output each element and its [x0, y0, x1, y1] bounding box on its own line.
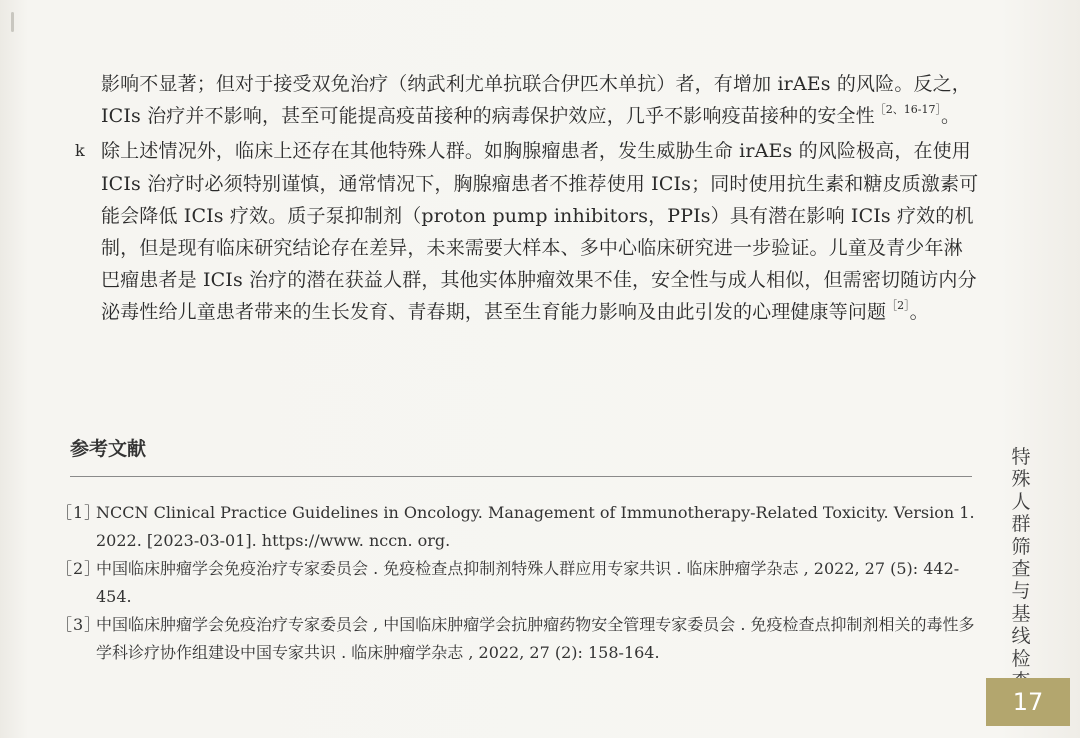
paragraph-1-text: 影响不显著；但对于接受双免治疗（纳武利尤单抗联合伊匹木单抗）者，有增加 irAEs 的风险。反之，ICIs 治疗并不影响，甚至可能提高疫苗接种的病毒保护效应，几乎不影响疫苗接种的安全性 [101, 73, 971, 128]
paragraph-1 [101, 68, 981, 135]
body-text [75, 68, 981, 332]
reference-item [56, 555, 976, 611]
reference-item [56, 611, 976, 667]
chapter-side-title: 特殊人群筛查与基线检 [1011, 446, 1031, 670]
reference-item [56, 499, 976, 555]
reference-text: NCCN Clinical Practice Guidelines in Oncology. Management of Immunotherapy-Related Toxicity. Version 1. 2022. [2023-03-01]. https://www. nccn. org. [96, 503, 975, 550]
page-number: 17 [1012, 688, 1044, 716]
paragraph-2-text: 除上述情况外，临床上还存在其他特殊人群。如胸腺瘤患者，发生威胁生命 irAEs 的风险极高，在使用 ICIs 治疗时必须特别谨慎，通常情况下，胸腺瘤患者不推荐使用 ICIs；同时使用抗生素和糖皮质激素可能会降低 ICIs 疗效。质子泵抑制剂（proton pump inhibitors，PPIs）具有潜在影响 ICIs 疗效的机制，但是现有临床研究结论存在差异，未来需要大样本、多中心临床研究进一步验证。儿童及青少年淋巴瘤患者是 ICIs 治疗的潜在获益人群，其他实体肿瘤效果不佳，安全性与成人相似，但需密切随访内分泌毒性给儿童患者带来的生长发育、青春期，甚至生育能力影响及由此引发的心理健康等问题 [101, 140, 979, 324]
bullet-marker: k [75, 141, 85, 161]
reference-text: 中国临床肿瘤学会免疫治疗专家委员会 . 免疫检查点抑制剂特殊人群应用专家共识 . 临床肿瘤学杂志 , 2022, 27 (5): 442-454. [96, 559, 960, 606]
reference-text: 中国临床肿瘤学会免疫治疗专家委员会 , 中国临床肿瘤学会抗肿瘤药物安全管理专家委员会 . 免疫检查点抑制剂相关的毒性多学科诊疗协作组建设中国专家共识 . 临床肿瘤学杂志 , 2022, 27 (2): 158-164. [96, 615, 975, 662]
reference-number: ［2］ [56, 559, 102, 578]
citation-2: ［2］ [886, 299, 910, 313]
reference-number: ［3］ [56, 615, 102, 634]
references-divider [70, 476, 972, 477]
binding-edge [11, 12, 14, 32]
paragraph-1-end: 。 [941, 105, 961, 128]
paragraph-2-end: 。 [909, 301, 929, 324]
page-number-badge [986, 678, 1070, 726]
references-heading: 参考文献 [70, 438, 147, 460]
citation-1: ［2、16-17］ [874, 103, 942, 117]
paragraph-2 [75, 135, 981, 331]
reference-number: ［1］ [56, 503, 102, 522]
references-list [56, 499, 976, 667]
